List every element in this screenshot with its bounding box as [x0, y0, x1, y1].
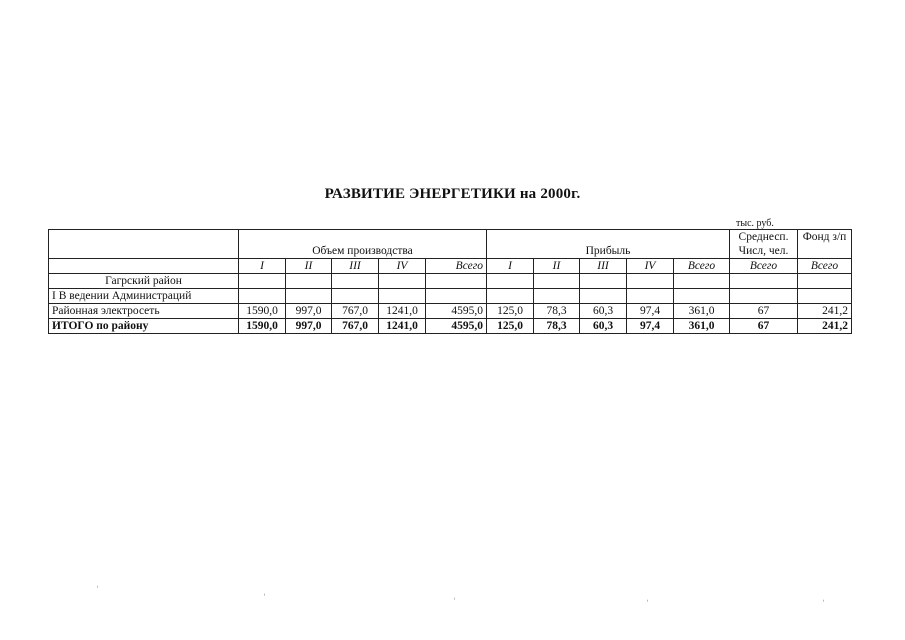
table-cell: 125,0	[487, 304, 534, 319]
table-cell	[487, 274, 534, 289]
table-cell: 4595,0	[426, 304, 487, 319]
table-row	[49, 289, 852, 304]
scan-artifact: ʹ	[646, 598, 648, 608]
table-cell	[379, 274, 426, 289]
table-cell	[239, 289, 286, 304]
table-cell: 241,2	[798, 304, 852, 319]
table-cell	[674, 289, 730, 304]
volume-group-header: Объем производства	[239, 230, 487, 259]
subheader-cell: I	[487, 259, 534, 274]
table-cell	[379, 289, 426, 304]
row-label: ИТОГО по району	[49, 319, 239, 334]
table-row	[49, 274, 852, 289]
table-cell: 361,0	[674, 304, 730, 319]
table-cell	[627, 274, 674, 289]
table-cell: 125,0	[487, 319, 534, 334]
table-cell	[798, 289, 852, 304]
table-cell	[730, 274, 798, 289]
table-cell	[487, 289, 534, 304]
label-subheader-cell	[49, 259, 239, 274]
subheader-cell: III	[332, 259, 379, 274]
table-cell: 767,0	[332, 304, 379, 319]
table-cell	[534, 274, 580, 289]
unit-label: тыс. руб.	[736, 218, 774, 229]
table-cell: 67	[730, 304, 798, 319]
headcount-header: Среднесп. Числ, чел.	[730, 230, 798, 259]
scan-artifact: ʹ	[822, 598, 824, 608]
subheader-cell: Всего	[674, 259, 730, 274]
subheader-cell: IV	[627, 259, 674, 274]
table-cell: 361,0	[674, 319, 730, 334]
row-label: Гагрский район	[49, 274, 239, 289]
table-cell	[798, 274, 852, 289]
row-label: I В ведении Администраций	[49, 289, 239, 304]
subheader-cell: III	[580, 259, 627, 274]
table-cell: 997,0	[286, 319, 332, 334]
table-cell	[534, 289, 580, 304]
table-cell	[580, 274, 627, 289]
group-header-row	[49, 230, 852, 259]
table-cell: 78,3	[534, 319, 580, 334]
subheader-cell: II	[534, 259, 580, 274]
table-cell	[286, 274, 332, 289]
table-cell: 1590,0	[239, 304, 286, 319]
subheader-cell: Всего	[426, 259, 487, 274]
table-cell: 241,2	[798, 319, 852, 334]
sub-header-row	[49, 259, 852, 274]
subheader-cell: Всего	[730, 259, 798, 274]
scan-artifact: ʹ	[96, 584, 98, 594]
table-cell: 997,0	[286, 304, 332, 319]
payroll-header: Фонд з/п	[798, 230, 852, 259]
label-header-cell	[49, 230, 239, 259]
table-cell: 97,4	[627, 319, 674, 334]
table-cell	[332, 274, 379, 289]
table-cell: 97,4	[627, 304, 674, 319]
table-cell	[239, 274, 286, 289]
table-cell	[674, 274, 730, 289]
energy-table	[48, 229, 852, 334]
row-label: Районная электросеть	[49, 304, 239, 319]
document-title: РАЗВИТИЕ ЭНЕРГЕТИКИ на 2000г.	[324, 186, 581, 202]
table-row	[49, 304, 852, 319]
table-cell: 60,3	[580, 319, 627, 334]
subheader-cell: IV	[379, 259, 426, 274]
subheader-cell: I	[239, 259, 286, 274]
table-cell: 1590,0	[239, 319, 286, 334]
table-cell: 1241,0	[379, 304, 426, 319]
table-cell: 1241,0	[379, 319, 426, 334]
subheader-cell: Всего	[798, 259, 852, 274]
table-cell: 78,3	[534, 304, 580, 319]
table-cell	[580, 289, 627, 304]
table-cell	[332, 289, 379, 304]
profit-group-header: Прибыль	[487, 230, 730, 259]
table-cell: 4595,0	[426, 319, 487, 334]
table-cell: 60,3	[580, 304, 627, 319]
table-cell: 67	[730, 319, 798, 334]
table-cell	[627, 289, 674, 304]
table-cell	[286, 289, 332, 304]
total-row	[49, 319, 852, 334]
table-cell	[426, 289, 487, 304]
table-cell	[426, 274, 487, 289]
table-cell	[730, 289, 798, 304]
subheader-cell: II	[286, 259, 332, 274]
scan-artifact: ʹ	[263, 592, 265, 602]
scan-artifact: ʹ	[453, 596, 455, 606]
table-cell: 767,0	[332, 319, 379, 334]
